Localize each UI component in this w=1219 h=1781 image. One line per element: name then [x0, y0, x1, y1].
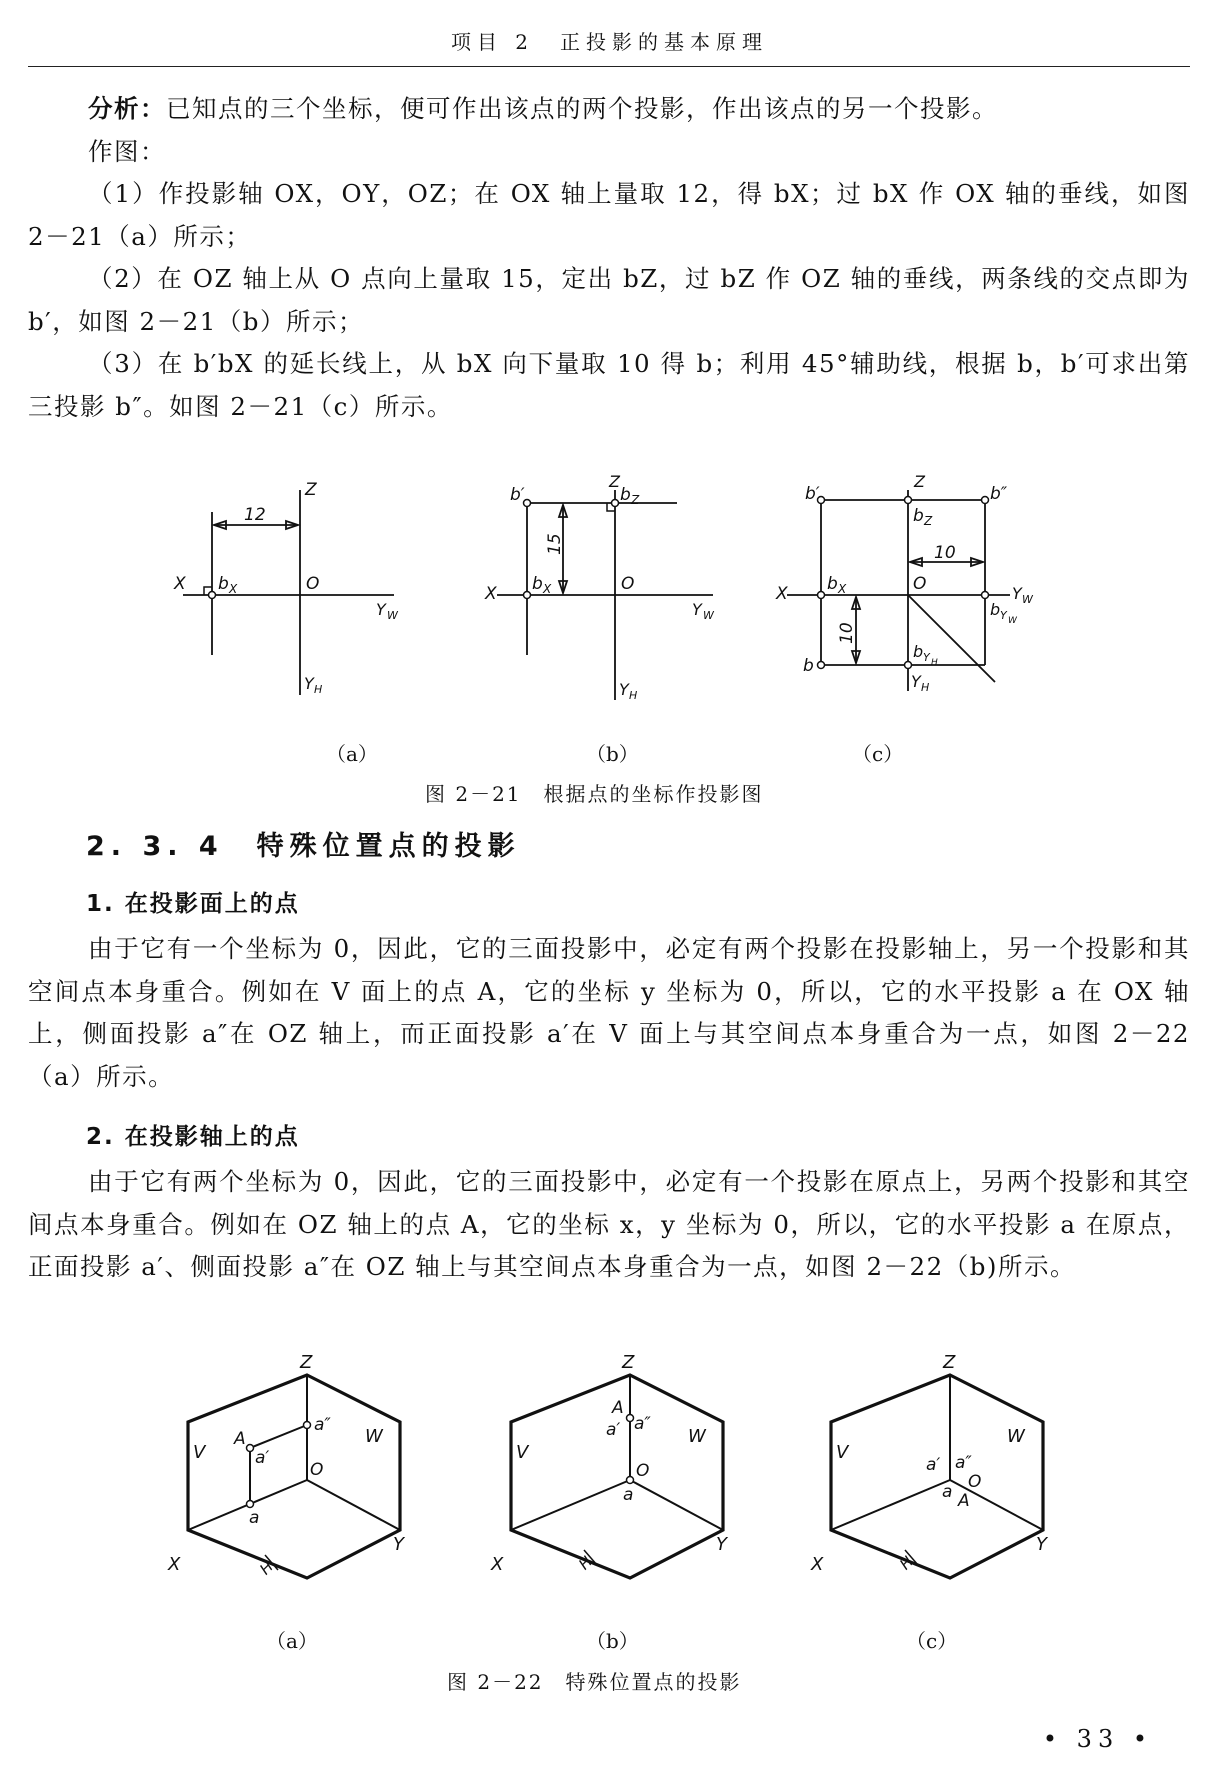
fig22-caption: 图 2－22 特殊位置点的投影 [447, 1670, 742, 1694]
svg-text:W: W [1008, 616, 1017, 626]
section-heading: 2. 3. 4 特殊位置点的投影 [86, 831, 521, 862]
svg-text:Z: Z [609, 472, 620, 491]
svg-text:a″: a″ [314, 1415, 331, 1435]
fig21a-diagram [173, 480, 399, 696]
svg-text:X: X [491, 1554, 504, 1575]
svg-text:a″: a″ [955, 1453, 972, 1473]
fig22c-diagram [810, 1352, 1049, 1578]
svg-text:A: A [234, 1429, 246, 1449]
dim-10-vertical: 10 [837, 622, 857, 644]
svg-text:Y: Y [376, 600, 386, 619]
fig21-sublabel-a: （a） [326, 742, 378, 766]
analysis-block [28, 88, 1190, 428]
svg-text:Z: Z [300, 1352, 313, 1373]
svg-text:O: O [306, 574, 320, 594]
svg-text:Z: Z [924, 514, 933, 528]
svg-text:V: V [193, 1442, 206, 1463]
dim-15: 15 [545, 533, 565, 555]
svg-text:b: b [990, 600, 1001, 619]
svg-text:Z: Z [631, 493, 640, 507]
fig21-sublabel-b: （b） [586, 742, 639, 766]
svg-text:H: H [575, 1552, 596, 1574]
svg-text:W: W [1007, 1426, 1025, 1447]
analysis-label: 分析： [88, 94, 166, 123]
svg-text:A: A [612, 1398, 624, 1418]
fig22b-diagram [490, 1352, 729, 1578]
svg-text:Y: Y [716, 1534, 727, 1555]
svg-text:a′: a′ [926, 1455, 941, 1475]
dim-12: 12 [244, 505, 266, 525]
svg-text:Y: Y [911, 672, 921, 691]
step-3: （3）在 b′bX 的延长线上，从 bX 向下量取 10 得 b；利用 45°辅助线，根据 b，b′可求出第三投影 b″。如图 2－21（c）所示。 [28, 349, 1190, 421]
svg-text:W: W [1022, 593, 1033, 606]
svg-text:V: V [516, 1442, 529, 1463]
svg-text:Z: Z [914, 472, 925, 491]
svg-text:W: W [365, 1426, 383, 1447]
svg-text:b′: b′ [805, 484, 820, 504]
paragraph-on-axis [28, 1161, 1190, 1289]
svg-text:O: O [968, 1472, 982, 1492]
svg-text:Y: Y [923, 651, 930, 664]
svg-text:a″: a″ [634, 1414, 651, 1434]
svg-text:O: O [310, 1460, 324, 1480]
svg-text:W: W [387, 609, 398, 622]
svg-text:X: X [485, 584, 497, 604]
header-rule [28, 66, 1190, 67]
svg-text:H: H [256, 1557, 277, 1579]
svg-text:b: b [803, 656, 814, 676]
svg-text:Z: Z [622, 1352, 635, 1373]
fig21b-diagram [484, 472, 715, 702]
svg-text:X: X [229, 582, 238, 596]
svg-text:Y: Y [619, 680, 629, 699]
svg-text:H: H [931, 658, 938, 668]
svg-text:X: X [838, 582, 847, 596]
svg-text:a: a [249, 1508, 260, 1528]
svg-text:b: b [532, 574, 543, 594]
svg-text:O: O [621, 574, 635, 594]
svg-text:b: b [913, 506, 924, 526]
figure-2-21-drawing [0, 465, 1219, 725]
figure-2-22-drawing [0, 1340, 1219, 1610]
svg-text:a′: a′ [606, 1420, 621, 1440]
svg-text:X: X [811, 1554, 824, 1575]
svg-text:X: X [776, 584, 788, 604]
svg-text:b: b [218, 574, 229, 594]
zuotu-label: 作图： [88, 136, 166, 166]
fig21-caption: 图 2－21 根据点的坐标作投影图 [425, 782, 764, 806]
svg-text:a′: a′ [255, 1448, 270, 1468]
paragraph-on-plane [28, 928, 1190, 1098]
running-header: 项目 2 正投影的基本原理 [450, 30, 769, 54]
fig22-sublabel-a: （a） [266, 1629, 318, 1653]
svg-text:Y: Y [1036, 1534, 1047, 1555]
svg-text:H: H [896, 1552, 917, 1574]
dim-10-horizontal: 10 [934, 543, 956, 563]
svg-text:H: H [629, 689, 638, 702]
svg-text:X: X [543, 582, 552, 596]
svg-text:b: b [827, 574, 838, 594]
fig22-sublabel-c: （c） [906, 1629, 958, 1653]
svg-text:X: X [168, 1554, 181, 1575]
svg-text:A: A [958, 1491, 970, 1511]
step-1: （1）作投影轴 OX，OY，OZ；在 OX 轴上量取 12，得 bX；过 bX 作 OX 轴的垂线，如图 2－21（a）所示； [28, 179, 1190, 251]
svg-text:O: O [636, 1461, 650, 1481]
svg-text:X: X [174, 574, 186, 594]
svg-text:Y: Y [1012, 584, 1022, 603]
step-2: （2）在 OZ 轴上从 O 点向上量取 15，定出 bZ，过 bZ 作 OZ 轴的垂线，两条线的交点即为 b′，如图 2－21（b）所示； [28, 264, 1190, 336]
page-number: • 33 • [1042, 1725, 1153, 1753]
paragraph-on-axis-text: 由于它有两个坐标为 0，因此，它的三面投影中，必定有一个投影在原点上，另两个投影和其空间点本身重合。例如在 OZ 轴上的点 A，它的坐标 x，y 坐标为 0，所以，它的水平投影 a 在原点，正面投影 a′、侧面投影 a″在 OZ 轴上与其空间点本身重合为一点，如图 2－22（b)所示。 [28, 1167, 1190, 1281]
fig21-sublabel-c: （c） [852, 742, 904, 766]
svg-text:Z: Z [943, 1352, 956, 1373]
svg-text:Y: Y [692, 600, 702, 619]
svg-text:b″: b″ [990, 484, 1008, 504]
svg-text:b: b [913, 642, 924, 661]
svg-text:a: a [942, 1482, 953, 1502]
svg-text:H: H [921, 681, 930, 694]
svg-text:O: O [913, 574, 927, 594]
svg-text:W: W [703, 609, 714, 622]
analysis-text: 已知点的三个坐标，便可作出该点的两个投影，作出该点的另一个投影。 [166, 94, 998, 123]
subheading-1: 1. 在投影面上的点 [86, 891, 300, 917]
svg-text:Z: Z [305, 480, 317, 500]
fig21c-diagram [775, 472, 1034, 694]
svg-text:Y: Y [1000, 609, 1007, 622]
svg-text:V: V [836, 1442, 849, 1463]
svg-text:Y: Y [393, 1534, 404, 1555]
paragraph-on-plane-text: 由于它有一个坐标为 0，因此，它的三面投影中，必定有两个投影在投影轴上，另一个投影和其空间点本身重合。例如在 V 面上的点 A，它的坐标 y 坐标为 0，所以，它的水平投影 a 在 OX 轴上，侧面投影 a″在 OZ 轴上，而正面投影 a′在 V 面上与其空间点本身重合为一点，如图 2－22（a）所示。 [28, 934, 1190, 1091]
fig22-sublabel-b: （b） [586, 1629, 639, 1653]
svg-text:b: b [620, 485, 631, 505]
subheading-2: 2. 在投影轴上的点 [86, 1124, 300, 1150]
fig22a-diagram [167, 1352, 406, 1578]
svg-text:b′: b′ [510, 485, 525, 505]
svg-text:Y: Y [304, 674, 314, 693]
svg-text:W: W [688, 1426, 706, 1447]
svg-text:H: H [314, 683, 323, 696]
svg-text:a: a [623, 1485, 634, 1505]
